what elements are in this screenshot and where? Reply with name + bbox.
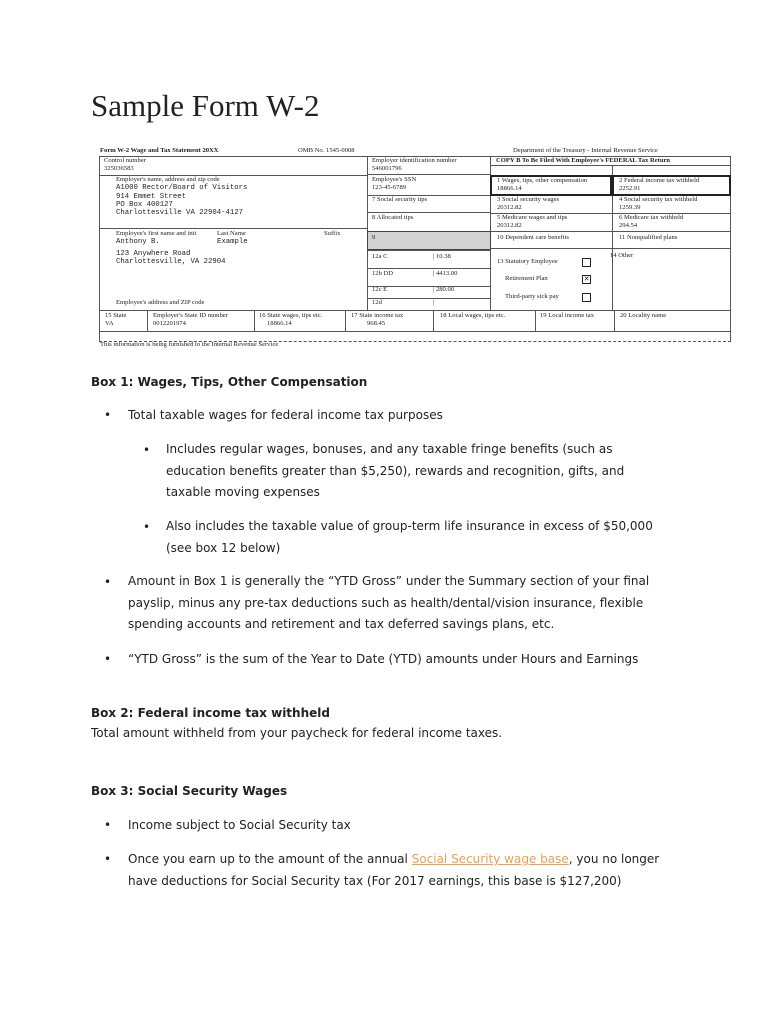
box20-label: 20 Locality name: [620, 312, 667, 319]
social-security-wage-base-link[interactable]: Social Security wage base: [411, 852, 569, 866]
box12a-label: 12a C: [372, 253, 388, 260]
box12c-value: | 280.00: [433, 286, 455, 293]
employer-line: 914 Emmet Street: [116, 193, 187, 201]
copy-b-label: COPY B To Be Filed With Employee's FEDERAL Tax Return: [496, 157, 671, 164]
page-title: Sample Form W-2: [91, 88, 320, 123]
ein-value: 546001796: [372, 165, 402, 172]
bullet-icon: •: [104, 575, 112, 589]
state-id-value: 0012201974: [153, 320, 186, 327]
box13-statutory-label: 13 Statutory Employee: [497, 258, 558, 265]
bullet-icon: •: [104, 818, 112, 832]
bullet-icon: •: [143, 520, 151, 534]
ssn-value: 123-45-6789: [372, 184, 407, 191]
box7-label: 7 Social security tips: [372, 196, 428, 203]
box14-label: 14 Other: [610, 252, 634, 259]
box16-value: 18866.14: [267, 320, 292, 327]
bullet-icon: •: [143, 443, 151, 457]
list-item-text: , you no longer have deductions for Social Security tax (For 2017 earnings, this base is $127,200): [128, 852, 660, 888]
control-number-label: Control number: [104, 157, 146, 164]
box5-value: 20312.82: [497, 222, 522, 229]
list-item: Amount in Box 1 is generally the “YTD Gross” under the Summary section of your final payslip, minus any pre-tax deductions such as health/dental/vision insurance, flexible spending accounts and retirement and tax deferred savings plans, etc.: [128, 574, 650, 631]
list-item: “YTD Gross” is the sum of the Year to Date (YTD) amounts under Hours and Earnings: [128, 652, 639, 666]
box12d-label: 12d: [372, 299, 382, 306]
retirement-plan-checkbox[interactable]: ✕: [583, 275, 590, 283]
box8-label: 8 Allocated tips: [372, 214, 414, 221]
box3-heading: Box 3: Social Security Wages: [91, 784, 288, 798]
box2-heading: Box 2: Federal income tax withheld: [91, 706, 330, 720]
employee-last-label: Last Name: [217, 230, 246, 237]
employee-address-label: Employee's address and ZIP code: [116, 299, 205, 306]
box15-value: VA: [105, 320, 114, 327]
omb-number: OMB No. 1545-0008: [298, 147, 355, 154]
bullet-icon: •: [104, 852, 112, 866]
third-party-sick-pay-checkbox[interactable]: [582, 293, 591, 302]
box18-label: 18 Local wages, tips etc.: [440, 312, 506, 319]
box10-label: 10 Dependent care benefits: [497, 234, 569, 241]
box12b-label: 12b DD: [372, 270, 394, 277]
list-item: Total taxable wages for federal income tax purposes: [128, 408, 443, 422]
bullet-icon: •: [104, 408, 112, 422]
box3-value: 20312.82: [497, 204, 522, 211]
suffix-label: Suffix: [324, 230, 341, 237]
box16-label: 16 State wages, tips etc.: [259, 312, 323, 319]
control-number-value: 325036583: [104, 165, 134, 172]
employer-line: A1000 Rector/Board of Visitors: [116, 184, 248, 192]
list-item-text: Once you earn up to the amount of the annual: [128, 852, 412, 866]
employer-line: Charlottesville VA 22904-4127: [116, 209, 243, 217]
box17-label: 17 State income tax: [351, 312, 404, 319]
ssn-label: Employee's SSN: [372, 176, 417, 183]
list-item: Income subject to Social Security tax: [128, 818, 351, 832]
box2-description: Total amount withheld from your paycheck for federal income taxes.: [91, 726, 503, 740]
box15-label: 15 State: [105, 312, 127, 319]
box6-value: 294.54: [619, 222, 638, 229]
employer-line: PO Box 400127: [116, 201, 173, 209]
irs-department: Department of the Treasury - Internal Revenue Service: [513, 147, 658, 154]
list-item: Also includes the taxable value of group-term life insurance in excess of $50,000 (see box 12 below): [166, 519, 653, 555]
box13-sick-pay-label: Third-party sick pay: [505, 293, 559, 300]
statutory-employee-checkbox[interactable]: [582, 258, 591, 267]
employer-label: Employer's name, address and zip code: [116, 176, 220, 183]
box5-label: 5 Medicare wages and tips: [497, 214, 568, 221]
state-id-label: Employer's State ID number: [153, 312, 228, 319]
bullet-icon: •: [104, 652, 112, 666]
box9-label: 9: [372, 234, 376, 241]
list-item: Includes regular wages, bonuses, and any taxable fringe benefits (such as education benefits greater than $5,250), rewards and recognition, gifts, and taxable moving expenses: [166, 442, 625, 499]
box12b-value: | 4413.00: [433, 270, 458, 277]
employee-first-label: Employee's first name and init: [116, 230, 197, 237]
box6-label: 6 Medicare tax withheld: [619, 214, 684, 221]
box12a-value: | 10.38: [433, 253, 451, 260]
form-footer-note: This information is being furnished to the Internal Revenue Service: [100, 341, 279, 348]
box1-value: 18866.14: [497, 185, 522, 192]
box1-heading: Box 1: Wages, Tips, Other Compensation: [91, 375, 368, 389]
form-header-title: Form W-2 Wage and Tax Statement 20XX: [100, 147, 219, 154]
box2-value: 2252.91: [619, 185, 641, 192]
employee-last-name: Example: [217, 238, 248, 246]
box12c-label: 12c E: [372, 286, 388, 293]
list-item: [128, 849, 678, 892]
box13-retirement-label: Retirement Plan: [505, 275, 548, 282]
box2-label: 2 Federal income tax withheld: [619, 177, 700, 184]
box4-label: 4 Social security tax withheld: [619, 196, 698, 203]
ein-label: Employer identification number: [372, 157, 457, 164]
employee-address-line: Charlottesville, VA 22904: [116, 258, 226, 266]
w2-form: [99, 147, 731, 355]
box12d-value: |: [433, 299, 435, 306]
box4-value: 1259.39: [619, 204, 641, 211]
box1-label: 1 Wages, tips, other compensation: [497, 177, 588, 184]
box3-label: 3 Social security wages: [497, 196, 560, 203]
employee-first-name: Anthony B.: [116, 238, 160, 246]
employee-address-line: 123 Anywhere Road: [116, 250, 191, 258]
box17-value: 968.45: [367, 320, 386, 327]
box19-label: 19 Local income tax: [540, 312, 595, 319]
box11-label: 11 Nonqualified plans: [619, 234, 678, 241]
